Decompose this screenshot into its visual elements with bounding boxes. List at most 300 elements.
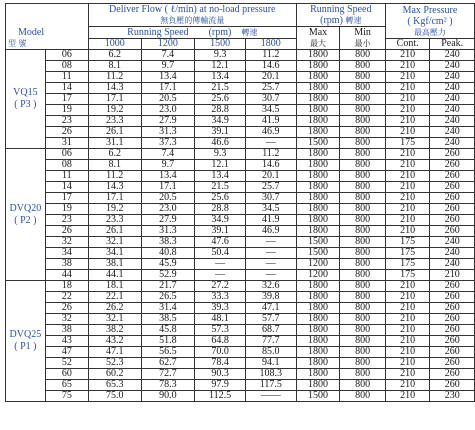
running-speed-header [296,4,385,27]
table-cell: 57.7 [245,314,296,325]
table-cell: 34.5 [245,204,296,215]
table-cell: 260 [430,347,475,358]
table-cell: 240 [430,259,475,270]
table-cell: 260 [430,380,475,391]
table-cell: 32.1 [88,237,141,248]
table-cell: 94.1 [245,358,296,369]
table-cell: 210 [385,50,430,61]
table-cell: 260 [430,193,475,204]
table-cell: 13.4 [141,72,195,83]
table-cell: 9.7 [141,160,195,171]
table-cell: 800 [340,380,386,391]
table-cell: 70.0 [195,347,246,358]
table-cell: 30.7 [245,193,296,204]
model-group-name: DVQ20 [9,202,42,214]
table-cell: 210 [385,204,430,215]
table-cell: 800 [340,204,386,215]
table-cell: —— [245,391,296,402]
table-cell: 112.5 [195,391,246,402]
max-label: Max [308,27,328,38]
table-cell: 21.5 [195,83,246,94]
table-cell: 14.3 [88,182,141,193]
table-row [6,292,475,303]
table-cell: 7.4 [141,50,195,61]
table-cell: 210 [385,292,430,303]
table-cell: 90.3 [195,369,246,380]
table-cell: 78.4 [195,358,246,369]
table-cell: 23.3 [88,116,141,127]
table-cell: 11 [45,171,88,182]
table-cell: 1800 [296,347,340,358]
table-cell: 47 [45,347,88,358]
table-cell: 210 [385,336,430,347]
table-cell: 210 [385,347,430,358]
table-cell: 45.8 [141,325,195,336]
table-cell: 11 [45,72,88,83]
table-cell: — [245,259,296,270]
table-cell: 240 [430,248,475,259]
table-cell: 33.3 [195,292,246,303]
table-cell: 1800 [296,314,340,325]
table-cell: 9.3 [195,50,246,61]
table-row [6,204,475,215]
table-row [6,116,475,127]
table-cell: 30.7 [245,94,296,105]
table-cell: 260 [430,281,475,292]
table-cell: 40.8 [141,248,195,259]
table-cell: 12.1 [195,61,246,72]
table-cell: 12.1 [195,160,246,171]
table-cell: 240 [430,105,475,116]
table-cell: 39.3 [195,303,246,314]
table-cell: 175 [385,138,430,149]
table-cell: 260 [430,171,475,182]
model-group-cell [6,50,46,149]
table-cell: 28.8 [195,204,246,215]
table-row [6,193,475,204]
table-cell: 210 [385,369,430,380]
table-cell: 1800 [296,358,340,369]
table-cell: 1800 [296,94,340,105]
table-cell: 22.1 [88,292,141,303]
rpm-sub-cn: 轉速 [241,28,258,37]
table-cell: 260 [430,226,475,237]
table-cell: 43 [45,336,88,347]
table-cell: 52.9 [141,270,195,281]
table-cell: 26.5 [141,292,195,303]
table-cell: 260 [430,160,475,171]
table-cell: 68.7 [245,325,296,336]
table-cell: 31.3 [141,226,195,237]
table-cell: 210 [385,160,430,171]
table-cell: 1800 [296,204,340,215]
table-cell: 52.3 [88,358,141,369]
table-cell: 38.3 [141,237,195,248]
table-cell: 25.6 [195,193,246,204]
min-speed-header [340,27,386,50]
table-cell: 260 [430,303,475,314]
table-cell: 34.5 [245,105,296,116]
table-cell: 800 [340,237,386,248]
model-label: Model [18,27,45,38]
table-cell: 39.8 [245,292,296,303]
table-cell: 25.7 [245,83,296,94]
table-cell: 9.3 [195,149,246,160]
table-cell: 90.0 [141,391,195,402]
table-cell: 72.7 [141,369,195,380]
table-cell: 31.1 [88,138,141,149]
flow-label: Deliver Flow ( ℓ/min) at no-load pressure [109,4,276,15]
table-cell: 1500 [296,138,340,149]
table-cell: 06 [45,50,88,61]
table-cell: 11.2 [245,50,296,61]
table-row [6,61,475,72]
running-speed-sub: Running Speed [127,27,189,38]
table-cell: 7.4 [141,149,195,160]
speed-col-1800: 1800 [245,39,296,50]
table-cell: 62.7 [141,358,195,369]
running-speed-label: Running Speed [310,4,372,15]
table-cell: 800 [340,171,386,182]
table-cell: 1800 [296,193,340,204]
table-cell: 45.9 [141,259,195,270]
pump-spec-table [5,3,475,402]
table-cell: 800 [340,72,386,83]
table-row [6,259,475,270]
table-cell: 1800 [296,226,340,237]
table-row [6,50,475,61]
table-cell: 800 [340,182,386,193]
table-cell: 32 [45,237,88,248]
table-cell: 20.5 [141,193,195,204]
table-cell: 1800 [296,325,340,336]
table-row [6,358,475,369]
table-row [6,83,475,94]
speed-subheader [88,27,296,39]
table-cell: 210 [385,380,430,391]
table-cell: 1800 [296,61,340,72]
model-label-cn: 型 號 [8,39,27,48]
table-cell: 13.4 [195,72,246,83]
table-cell: 19 [45,105,88,116]
table-cell: 32.1 [88,314,141,325]
table-row [6,369,475,380]
table-cell: 25.7 [245,182,296,193]
table-cell: 800 [340,314,386,325]
table-row [6,303,475,314]
table-cell: 260 [430,314,475,325]
table-cell: 75.0 [88,391,141,402]
table-cell: 1200 [296,259,340,270]
table-cell: 08 [45,61,88,72]
table-cell: 34.9 [195,116,246,127]
model-group-sub: ( P3 ) [14,99,37,110]
table-cell: 1800 [296,281,340,292]
table-cell: 210 [385,226,430,237]
table-cell: 1800 [296,215,340,226]
table-cell: 1500 [296,237,340,248]
header-row-1 [6,4,475,27]
model-group-sub: ( P1 ) [14,341,37,352]
table-cell: 800 [340,149,386,160]
table-row [6,314,475,325]
table-cell: 20.1 [245,72,296,83]
table-cell: 230 [430,391,475,402]
table-cell: 23.0 [141,105,195,116]
table-cell: 800 [340,193,386,204]
table-cell: 6.2 [88,50,141,61]
table-cell: 60.2 [88,369,141,380]
table-cell: 38.2 [88,325,141,336]
speed-col-1500: 1500 [195,39,246,50]
table-cell: 260 [430,215,475,226]
table-row [6,380,475,391]
table-cell: 14 [45,83,88,94]
min-label: Min [354,27,371,38]
table-cell: 175 [385,270,430,281]
table-cell: 27.9 [141,215,195,226]
table-cell: 800 [340,226,386,237]
table-cell: 260 [430,182,475,193]
table-cell: 11.2 [88,171,141,182]
table-cell: 1800 [296,380,340,391]
table-cell: 240 [430,116,475,127]
running-speed-cn: 轉速 [345,16,362,25]
running-speed-rpm [297,15,385,26]
table-cell: 06 [45,149,88,160]
table-cell: 210 [385,105,430,116]
table-cell: 1800 [296,292,340,303]
table-cell: 22 [45,292,88,303]
table-cell: 17 [45,94,88,105]
table-cell: 1800 [296,105,340,116]
table-cell: 85.0 [245,347,296,358]
table-cell: 210 [385,281,430,292]
table-cell: 240 [430,237,475,248]
max-pressure-header [385,4,474,39]
table-cell: 17.1 [141,83,195,94]
model-group-name: DVQ25 [9,329,42,340]
model-group-cell [6,149,46,281]
table-cell: 9.7 [141,61,195,72]
table-cell: — [195,270,246,281]
table-cell: 39.1 [195,127,246,138]
table-cell: 8.1 [88,61,141,72]
table-cell: 800 [340,292,386,303]
table-cell: 60 [45,369,88,380]
table-cell: 17.1 [88,94,141,105]
table-cell: 14.6 [245,160,296,171]
table-cell: 210 [385,193,430,204]
table-cell: 1500 [296,248,340,259]
table-cell: 1800 [296,303,340,314]
table-cell: 65.3 [88,380,141,391]
table-cell: 1800 [296,160,340,171]
table-cell: 50.4 [195,248,246,259]
table-cell: 1800 [296,336,340,347]
table-cell: 210 [385,391,430,402]
model-group-cell [6,281,46,402]
table-cell: 21.5 [195,182,246,193]
table-cell: 210 [385,182,430,193]
min-label-cn: 最小 [354,39,371,48]
table-cell: 800 [340,270,386,281]
speed-col-1200: 1200 [141,39,195,50]
table-cell: 800 [340,358,386,369]
table-cell: 210 [385,61,430,72]
table-cell: 26 [45,226,88,237]
table-cell: 41.9 [245,215,296,226]
table-cell: 32.6 [245,281,296,292]
table-cell: 75 [45,391,88,402]
table-cell: 26 [45,127,88,138]
table-row [6,325,475,336]
table-row [6,149,475,160]
table-cell: 8.1 [88,160,141,171]
table-cell: 14.3 [88,83,141,94]
speed-col-1000: 1000 [88,39,141,50]
table-cell: 38 [45,325,88,336]
table-cell: 97.9 [195,380,246,391]
table-cell: 47.1 [88,347,141,358]
flow-header [88,4,296,27]
table-cell: 18 [45,281,88,292]
table-cell: 210 [385,215,430,226]
table-cell: 39.1 [195,226,246,237]
table-cell: 1800 [296,369,340,380]
table-row [6,281,475,292]
table-row [6,127,475,138]
table-cell: 38 [45,259,88,270]
table-row [6,72,475,83]
table-row [6,171,475,182]
table-cell: 21.7 [141,281,195,292]
table-cell: 800 [340,127,386,138]
table-cell: 210 [385,314,430,325]
table-cell: 65 [45,380,88,391]
table-cell: 800 [340,391,386,402]
table-cell: 26.2 [88,303,141,314]
max-pressure-cn: 最高壓力 [413,27,446,37]
table-cell: 260 [430,204,475,215]
running-speed-rpm-text: (rpm) [320,15,343,26]
table-cell: 210 [385,149,430,160]
max-label-cn: 最大 [309,39,326,48]
table-cell: 260 [430,358,475,369]
table-cell: 210 [385,171,430,182]
table-cell: 20.5 [141,94,195,105]
table-cell: 800 [340,116,386,127]
table-row [6,336,475,347]
table-cell: 260 [430,292,475,303]
table-cell: 240 [430,94,475,105]
table-row [6,182,475,193]
table-cell: 240 [430,50,475,61]
table-cell: 23 [45,116,88,127]
table-cell: 44.1 [88,270,141,281]
table-cell: 210 [385,127,430,138]
table-cell: 260 [430,336,475,347]
table-cell: — [245,138,296,149]
table-cell: — [195,259,246,270]
table-cell: 27.9 [141,116,195,127]
table-cell: 800 [340,94,386,105]
table-cell: 260 [430,369,475,380]
table-row [6,237,475,248]
table-cell: 210 [385,94,430,105]
table-cell: 34.9 [195,215,246,226]
rpm-sub: (rpm) [208,27,232,38]
table-cell: 43.2 [88,336,141,347]
table-row [6,248,475,259]
table-cell: 800 [340,105,386,116]
table-cell: — [245,237,296,248]
table-cell: 108.3 [245,369,296,380]
table-cell: 38.1 [88,259,141,270]
table-cell: 117.5 [245,380,296,391]
table-row [6,160,475,171]
table-cell: 31.3 [141,127,195,138]
table-cell: 31 [45,138,88,149]
table-cell: 27.2 [195,281,246,292]
table-cell: 28.8 [195,105,246,116]
flow-label-cn: 無負壓的傳輸流量 [160,16,225,25]
table-cell: 210 [385,116,430,127]
table-row [6,138,475,149]
table-cell: 1800 [296,127,340,138]
table-cell: 260 [430,149,475,160]
table-cell: — [245,248,296,259]
table-cell: 800 [340,336,386,347]
table-cell: 32 [45,314,88,325]
table-cell: 1800 [296,116,340,127]
table-cell: — [245,270,296,281]
table-cell: 11.2 [88,72,141,83]
table-cell: 38.5 [141,314,195,325]
model-group-name: VQ15 [13,87,38,98]
table-cell: 800 [340,83,386,94]
table-cell: 800 [340,347,386,358]
table-cell: 52 [45,358,88,369]
table-cell: 08 [45,160,88,171]
table-cell: 17 [45,193,88,204]
table-cell: 51.8 [141,336,195,347]
table-cell: 800 [340,61,386,72]
table-cell: 26.1 [88,226,141,237]
table-cell: 26 [45,303,88,314]
table-cell: 210 [385,325,430,336]
peak-header: Peak. [430,39,475,50]
table-cell: 17.1 [88,193,141,204]
table-cell: 210 [430,270,475,281]
table-cell: 26.1 [88,127,141,138]
table-cell: 19 [45,204,88,215]
table-cell: 14.6 [245,61,296,72]
max-speed-header [296,27,340,50]
table-cell: 25.6 [195,94,246,105]
table-cell: 800 [340,259,386,270]
table-cell: 800 [340,303,386,314]
table-cell: 44 [45,270,88,281]
table-cell: 175 [385,248,430,259]
table-row [6,226,475,237]
table-cell: 210 [385,303,430,314]
table-cell: 47.6 [195,237,246,248]
table-cell: 14 [45,182,88,193]
table-cell: 1800 [296,72,340,83]
table-cell: 23.3 [88,215,141,226]
table-cell: 800 [340,160,386,171]
